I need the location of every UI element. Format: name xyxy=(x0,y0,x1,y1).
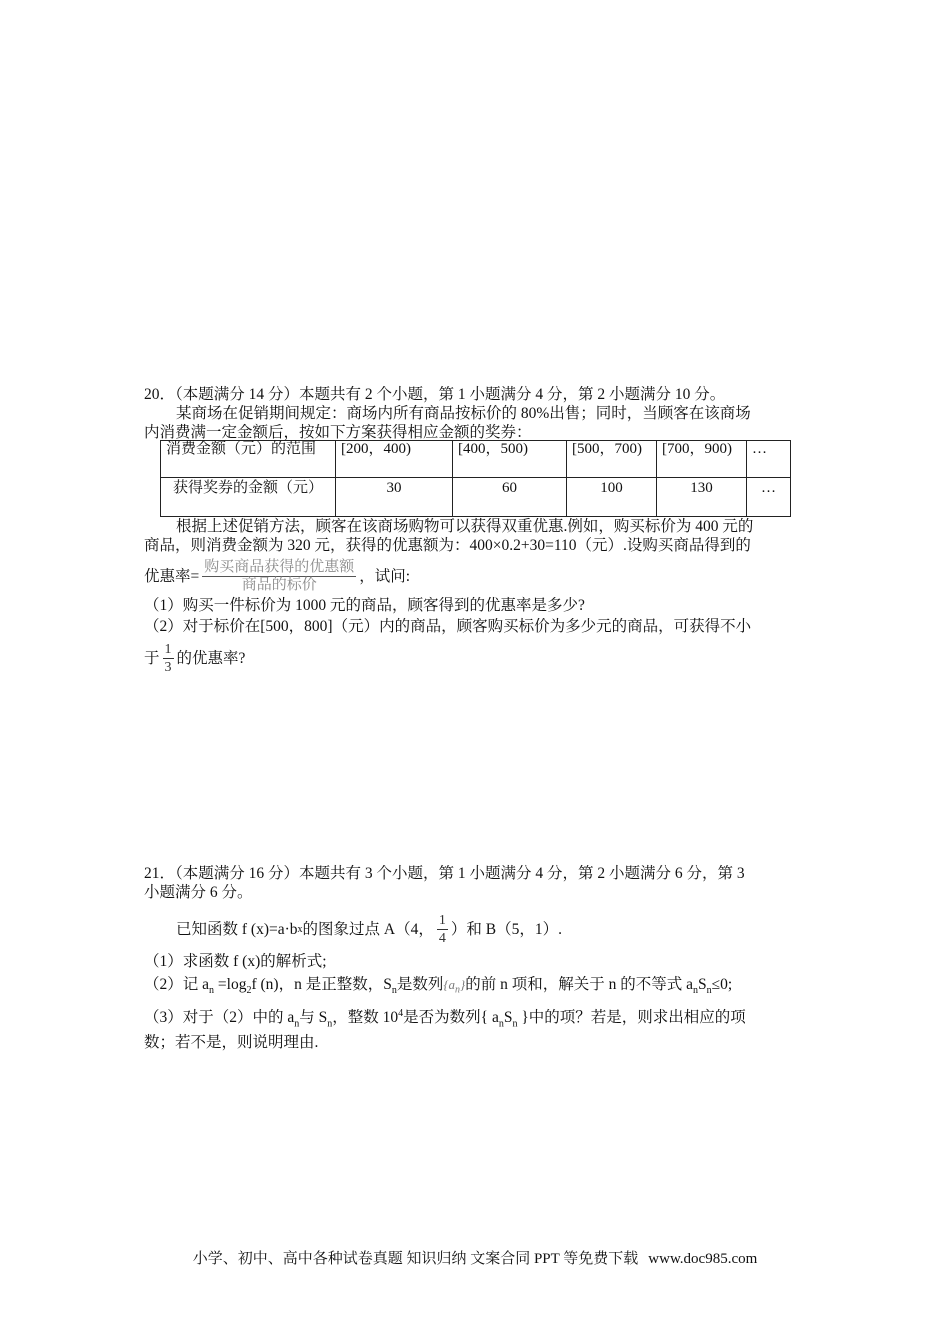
q21-sub3-line1: （3）对于（2）中的 $a_n$与 $S_n$，整数 $10^4$是否为数列{ $a_nS_n$ }中的项？若是，则求出相应的项 xyxy=(144,1008,746,1030)
table-cell: … xyxy=(747,441,791,478)
q20-rate-definition xyxy=(144,557,808,595)
rate-prefix: 优惠率= xyxy=(144,567,200,585)
q20-intro-line1: 某商场在促销期间规定：商场内所有商品按标价的 80%出售；同时，当顾客在该商场 xyxy=(176,405,751,422)
table-cell: 100 xyxy=(567,478,657,517)
given-function: 已知函数 f (x)=a·b xyxy=(176,920,298,938)
table-row-spending xyxy=(161,441,791,478)
fraction-denominator: 4 xyxy=(438,930,446,946)
q21-sub3-line2: 数；若不是，则说明理由. xyxy=(144,1034,319,1052)
table-cell: 130 xyxy=(657,478,747,517)
table-cell: [700，900) xyxy=(657,441,747,478)
table-cell: 30 xyxy=(336,478,453,517)
page-footer xyxy=(0,1247,950,1268)
sequence-an: $\{a_n\}$ xyxy=(443,977,466,996)
q21-header-line1: 21．（本题满分 16 分）本题共有 3 个小题，第 1 小题满分 4 分，第 2 小题满分 6 分，第 3 xyxy=(144,865,745,882)
q20-para-line2: 商品，则消费金额为 320 元，获得的优惠额为：400×0.2+30=110（元）.设购买商品得到的 xyxy=(144,537,751,554)
sub2-suffix: 的优惠率? xyxy=(176,649,246,667)
q21-sub1: （1）求函数 f (x)的解析式; xyxy=(144,953,327,970)
fraction-numerator: 1 xyxy=(438,912,446,928)
table-cell: [200，400) xyxy=(336,441,453,478)
given-point-b: ）和 B（5，1）. xyxy=(450,920,562,938)
q20-sub1: （1）购买一件标价为 1000 元的商品，顾客得到的优惠率是多少? xyxy=(144,597,585,614)
table-cell: … xyxy=(747,478,791,517)
q20-sub2-line1: （2）对于标价在[500，800]（元）内的商品，顾客购买标价为多少元的商品，可获得不小 xyxy=(144,618,752,635)
table-cell: [400，500) xyxy=(453,441,567,478)
q20-header: 20．（本题满分 14 分）本题共有 2 个小题，第 1 小题满分 4 分，第 2 小题满分 10 分。 xyxy=(144,386,726,403)
rate-denominator: 商品的标价 xyxy=(241,576,317,593)
q20-intro-line2: 内消费满一定金额后，按如下方案获得相应金额的奖券： xyxy=(144,424,532,441)
rate-fraction xyxy=(202,559,356,594)
one-third-fraction xyxy=(163,641,174,676)
q21-header-line2: 小题满分 6 分。 xyxy=(144,884,253,901)
sub2-prefix: 于 xyxy=(144,649,160,667)
q20-body xyxy=(144,517,808,678)
q20-sub2-line2 xyxy=(144,638,808,678)
fraction-numerator: 1 xyxy=(164,641,172,657)
q21-given xyxy=(144,908,808,950)
footer-url[interactable]: www.doc985.com xyxy=(648,1251,758,1267)
reward-table xyxy=(160,440,791,517)
footer-text: 小学、初中、高中各种试卷真题 知识归纳 文案合同 PPT 等免费下载 xyxy=(192,1251,639,1267)
question-21 xyxy=(144,864,808,1052)
table-cell-label: 获得奖券的金额（元） xyxy=(161,478,336,517)
table-row-reward xyxy=(161,478,791,517)
table-cell: [500，700) xyxy=(567,441,657,478)
question-20 xyxy=(144,385,808,442)
given-point-a: 的图象过点 A（4， xyxy=(302,920,434,938)
one-quarter-fraction xyxy=(437,912,448,947)
table-cell-label: 消费金额（元）的范围 xyxy=(161,441,336,478)
q20-para-line1: 根据上述促销方法，顾客在该商场购物可以获得双重优惠.例如，购买标价为 400 元的 xyxy=(176,518,754,535)
fraction-denominator: 3 xyxy=(164,659,172,675)
exponent: x xyxy=(297,923,303,935)
rate-suffix: ，试问: xyxy=(359,567,411,585)
rate-numerator: 购买商品获得的优惠额 xyxy=(204,558,355,575)
table-cell: 60 xyxy=(453,478,567,517)
q21-sub2: （2）记 $a_n =\log_2f$ (n)，n 是正整数，$S_n$是数列$\{a_n\}$的前 n 项和，解关于 n 的不等式 $a_nS_n\le 0$; xyxy=(144,976,733,997)
